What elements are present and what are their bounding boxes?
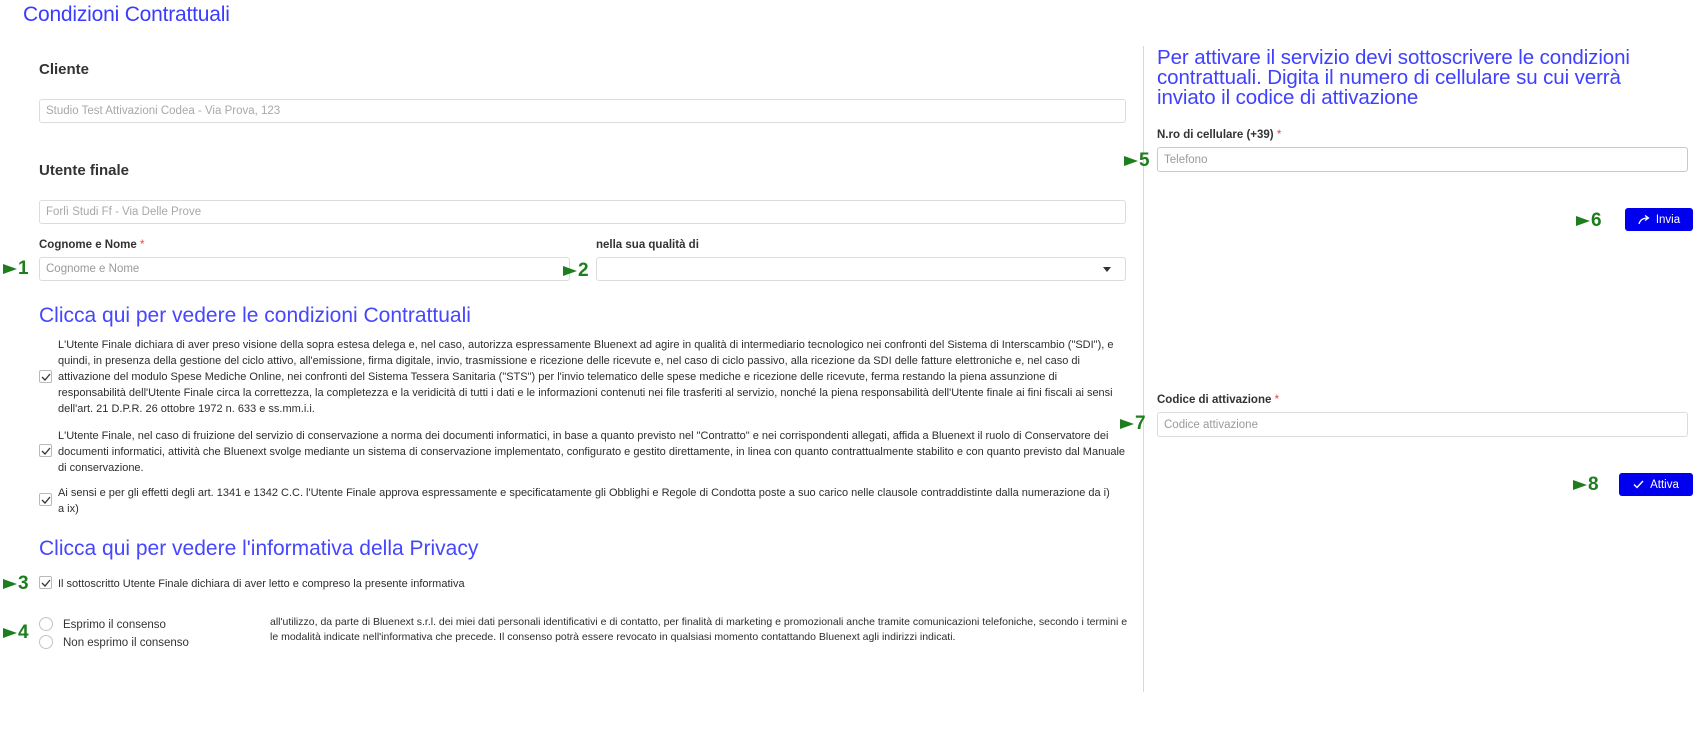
nome-input[interactable] — [39, 257, 570, 281]
marker-8-number: 8 — [1588, 474, 1599, 495]
marker-5-number: 5 — [1139, 150, 1150, 171]
arrow-right-icon — [1573, 480, 1587, 490]
nome-label — [39, 239, 144, 251]
arrow-right-icon — [1120, 419, 1134, 429]
privacy-link[interactable]: Clicca qui per vedere l'informativa della Privacy — [39, 537, 479, 560]
checkmark-icon — [41, 373, 51, 381]
clause-2-checkbox[interactable] — [39, 444, 52, 457]
marker-6-number: 6 — [1591, 210, 1602, 231]
checkmark-icon — [41, 447, 51, 455]
marker-1-number: 1 — [18, 258, 29, 279]
checkmark-icon — [41, 579, 51, 587]
marker-8 — [1573, 474, 1599, 496]
code-label — [1157, 394, 1279, 406]
cliente-field — [39, 99, 1126, 123]
marker-4-number: 4 — [18, 622, 29, 643]
privacy-ack-checkbox[interactable] — [39, 576, 52, 589]
phone-label — [1157, 129, 1281, 141]
privacy-ack-text: Il sottoscritto Utente Finale dichiara di aver letto e compreso la presente informativa — [58, 578, 465, 590]
consent-text: all'utilizzo, da parte di Bluenext s.r.l. dei miei dati personali identificativi e di contatto, per finalità di marketing e promozionali anche tramite comunicazioni telefoniche, secondo i termini e le modalità indicate nell'informativa che precede. Il consenso potrà essere revocato in qualsiasi momento contattando Bluenext agli indirizzi indicati. — [270, 616, 1128, 643]
nome-placeholder: Cognome e Nome — [46, 263, 140, 275]
marker-3 — [3, 573, 29, 595]
consent-yes-radio[interactable] — [39, 617, 53, 631]
arrow-right-icon — [3, 579, 17, 589]
consent-no-label[interactable]: Non esprimo il consenso — [63, 637, 189, 649]
checkmark-icon — [41, 496, 51, 504]
activation-code-input[interactable] — [1157, 412, 1688, 437]
activate-button-label: Attiva — [1650, 478, 1679, 491]
marker-4 — [3, 622, 29, 644]
phone-required-mark: * — [1276, 129, 1282, 141]
qualita-select[interactable] — [596, 257, 1126, 281]
consent-no-radio[interactable] — [39, 635, 53, 649]
phone-input[interactable] — [1157, 147, 1688, 172]
cliente-value: Studio Test Attivazioni Codea - Via Prova, 123 — [46, 105, 281, 117]
arrow-right-icon — [3, 628, 17, 638]
qualita-label: nella sua qualità di — [596, 239, 699, 251]
marker-6 — [1576, 210, 1602, 232]
clause-1-text: L'Utente Finale dichiara di aver preso visione della sopra estesa delega e, nel caso, autorizza espressamente Bluenext ad agire in qualità di intermediario tecnologico nei confronti del Sistema di Interscambio ("SDI"), e quindi, in presenza della gestione del ciclo attivo, all'emissione, firma digitale, invio, trasmissione e ricezione delle ricevute e, nel caso di ciclo passivo, alla ricezione da SDI delle fatture elettroniche e, nel caso di attivazione del modulo Spese Mediche Online, nei confronti del Sistema Tessera Sanitaria ("STS") per l'invio telematico delle spese mediche e ricezione delle ricevute, ferma restando la piena assunzione di responsabilità dell'Utente Finale circa la correttezza, la completezza e la veridicità di tutti i dati e le informazioni contenuti nei file trasferiti al servizio, nonché la piena responsabilità dell'Utente finale ai fini fiscali ai sensi dell'art. 21 D.P.R. 26 ottobre 1972 n. 633 e ss.mm.i.i. — [58, 339, 1114, 415]
send-button-label: Invia — [1655, 213, 1681, 226]
chevron-down-icon — [1103, 267, 1111, 272]
nome-label-text: Cognome e Nome — [39, 239, 137, 251]
consent-yes-label[interactable]: Esprimo il consenso — [63, 619, 166, 631]
contract-conditions-link[interactable]: Clicca qui per vedere le condizioni Contrattuali — [39, 304, 471, 327]
page-title: Condizioni Contrattuali — [23, 3, 230, 26]
marker-2-number: 2 — [578, 260, 589, 281]
utente-finale-value: Forlì Studi Ff - Via Delle Prove — [46, 206, 202, 218]
send-button[interactable] — [1625, 208, 1693, 231]
arrow-right-icon — [3, 264, 17, 274]
marker-7 — [1120, 413, 1146, 435]
phone-placeholder: Telefono — [1164, 153, 1208, 166]
utente-finale-field — [39, 200, 1126, 224]
arrow-right-icon — [1576, 216, 1590, 226]
marker-3-number: 3 — [18, 573, 29, 594]
utente-finale-heading: Utente finale — [39, 162, 130, 179]
arrow-right-icon — [1124, 156, 1138, 166]
cliente-heading: Cliente — [39, 61, 90, 78]
arrow-right-icon — [563, 266, 577, 276]
clause-2-text: L'Utente Finale, nel caso di fruizione del servizio di conservazione a norma dei documenti informatici, in base a quanto previsto nel "Contratto" e nei corrispondenti allegati, affida a Bluenext il ruolo di Conservatore dei documenti informatici, attività che Bluenext svolge mediante un sistema di conservazione implementato, configurato e gestito direttamente, in linea con quanto contrattualmente stabilito e con quanto previsto dal Manuale di conservazione. — [58, 430, 1125, 474]
activate-button[interactable] — [1619, 473, 1693, 496]
nome-required-mark: * — [139, 239, 145, 251]
activation-instructions: Per attivare il servizio devi sottoscrivere le condizioni contrattuali. Digita il numero di cellulare su cui verrà inviato il codice di attivazione — [1157, 46, 1630, 109]
share-arrow-icon — [1638, 215, 1650, 225]
phone-label-text: N.ro di cellulare (+39) — [1157, 129, 1274, 141]
clause-1-checkbox[interactable] — [39, 370, 52, 383]
marker-2 — [563, 260, 589, 282]
marker-1 — [3, 258, 29, 280]
clause-3-text: Ai sensi e per gli effetti degli art. 1341 e 1342 C.C. l'Utente Finale approva espressamente e specificatamente gli Obblighi e Regole di Condotta poste a suo carico nelle clausole contraddistinte dalla numerazione da i) a ix) — [58, 487, 1110, 515]
marker-5 — [1124, 150, 1150, 172]
code-required-mark: * — [1274, 394, 1280, 406]
clause-3-checkbox[interactable] — [39, 493, 52, 506]
checkmark-icon — [1633, 480, 1644, 489]
marker-7-number: 7 — [1135, 413, 1146, 434]
panel-divider — [1143, 46, 1144, 692]
code-placeholder: Codice attivazione — [1164, 418, 1258, 431]
code-label-text: Codice di attivazione — [1157, 394, 1272, 406]
